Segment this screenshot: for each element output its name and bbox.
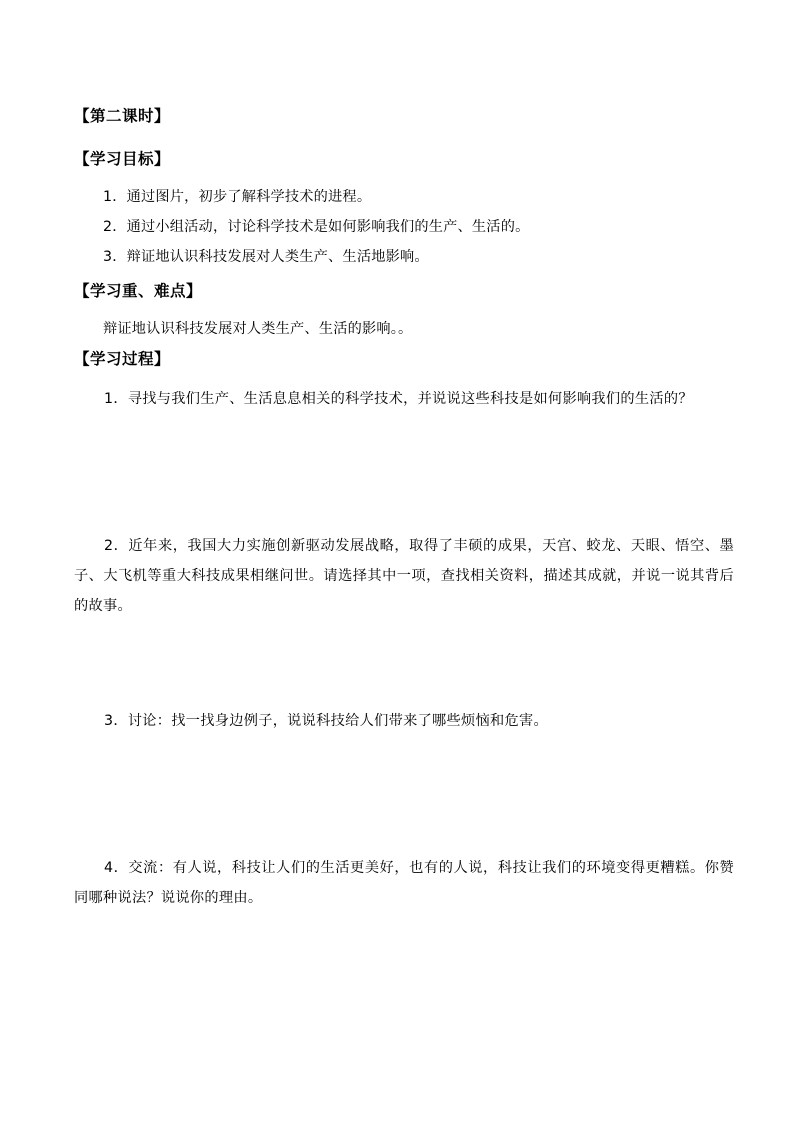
key-points-text: 辩证地认识科技发展对人类生产、生活的影响。。 — [103, 321, 413, 337]
process-question: 3．讨论：找一找身边例子，说说科技给人们带来了哪些烦恼和危害。 — [104, 713, 548, 729]
process-question: 2．近年来，我国大力实施创新驱动发展战略，取得了丰硕的成果，天宫、蛟龙、天眼、悟空、墨子、大飞机等重大科技成果相继问世。请选择其中一项，查找相关资料，描述其成就，并说一说其背后的故事。 — [74, 538, 734, 614]
process-question: 4．交流：有人说，科技让人们的生活更美好，也有的人说，科技让我们的环境变得更糟糕。你赞同哪种说法？说说你的理由。 — [74, 860, 734, 906]
process-question: 1．寻找与我们生产、生活息息相关的科学技术，并说说这些科技是如何影响我们的生活的？ — [104, 391, 693, 407]
objectives-heading: 【学习目标】 — [74, 150, 171, 168]
objective-item: 2．通过小组活动，讨论科学技术是如何影响我们的生产、生活的。 — [103, 219, 530, 235]
objective-item: 1．通过图片，初步了解科学技术的进程。 — [103, 189, 372, 205]
process-heading: 【学习过程】 — [74, 350, 171, 368]
key-points-heading: 【学习重、难点】 — [74, 282, 203, 300]
objective-item: 3．辩证地认识科技发展对人类生产、生活地影响。 — [103, 249, 429, 265]
lesson-title: 【第二课时】 — [74, 107, 171, 125]
